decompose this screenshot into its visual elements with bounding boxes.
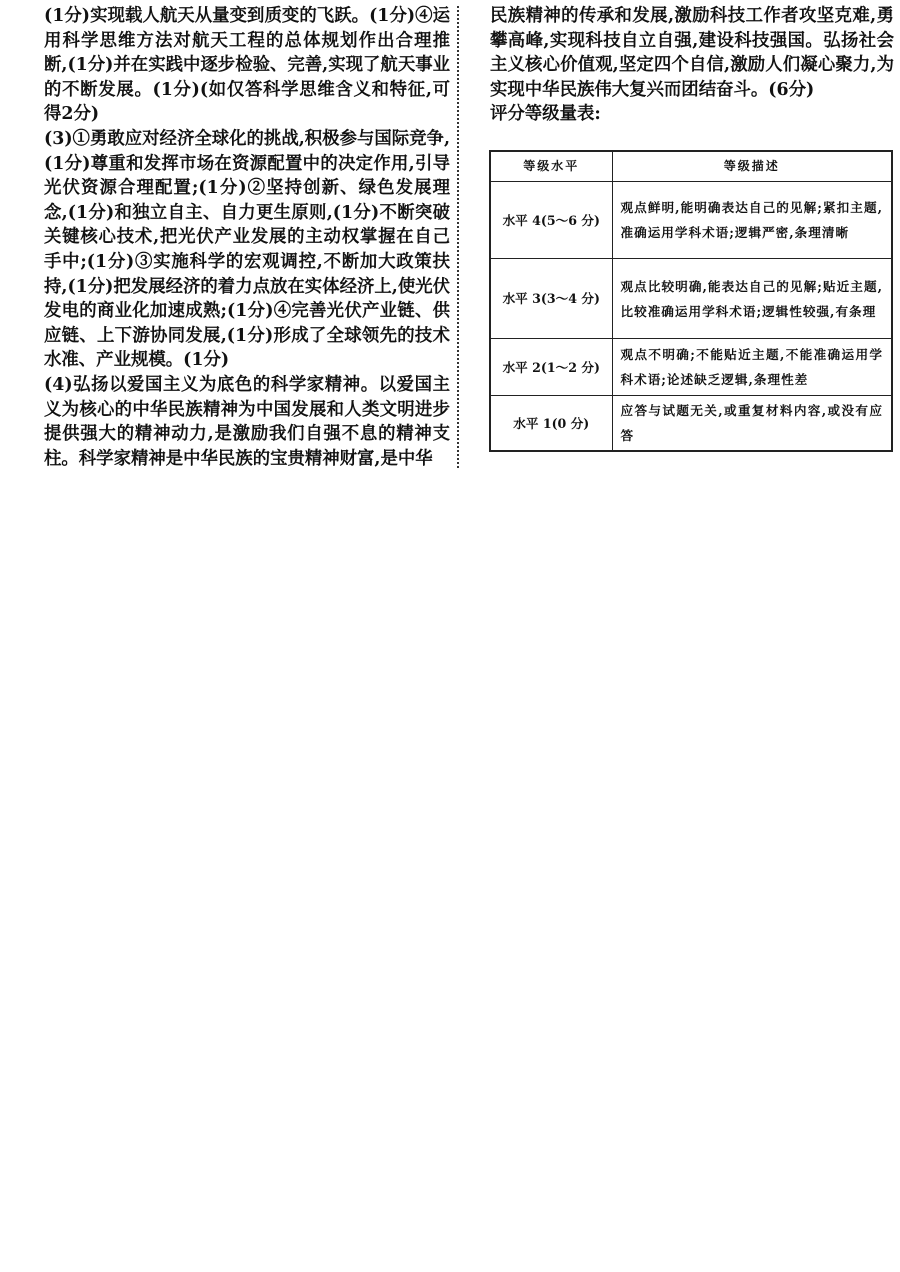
rubric-level: 水平 1(0 分) bbox=[490, 396, 612, 452]
rubric-title: 评分等级量表: bbox=[490, 104, 601, 125]
left-column bbox=[44, 4, 450, 471]
rubric-header-row bbox=[490, 151, 892, 182]
rubric-level: 水平 3(3～4 分) bbox=[490, 259, 612, 339]
rubric-level: 水平 2(1～2 分) bbox=[490, 339, 612, 396]
rubric-header-level: 等级水平 bbox=[490, 151, 612, 182]
right-column bbox=[490, 4, 894, 127]
answer-paragraph-2-continued: (1分)实现载人航天从量变到质变的飞跃。(1分)④运用科学思维方法对航天工程的总体规划作出合理推断,(1分)并在实践中逐步检验、完善,实现了航天事业的不断发展。(1分)(如仅答科学思维含义和特征,可得2分) bbox=[44, 6, 450, 125]
rubric-row bbox=[490, 182, 892, 259]
rubric-desc: 观点比较明确,能表达自己的见解;贴近主题,比较准确运用学科术语;逻辑性较强,有条理 bbox=[612, 259, 892, 339]
rubric-desc: 观点不明确;不能贴近主题,不能准确运用学科术语;论述缺乏逻辑,条理性差 bbox=[612, 339, 892, 396]
column-divider bbox=[457, 6, 459, 468]
answer-paragraph-4-continued: 民族精神的传承和发展,激励科技工作者攻坚克难,勇攀高峰,实现科技自立自强,建设科技强国。弘扬社会主义核心价值观,坚定四个自信,激励人们凝心聚力,为实现中华民族伟大复兴而团结奋斗。(6分) bbox=[490, 6, 894, 100]
rubric-level: 水平 4(5～6 分) bbox=[490, 182, 612, 259]
rubric-row bbox=[490, 339, 892, 396]
answer-paragraph-4: (4)弘扬以爱国主义为底色的科学家精神。以爱国主义为核心的中华民族精神为中国发展和人类文明进步提供强大的精神动力,是激励我们自强不息的精神支柱。科学家精神是中华民族的宝贵精神财富,是中华 bbox=[44, 374, 450, 469]
rubric-row bbox=[490, 396, 892, 452]
rubric-desc: 应答与试题无关,或重复材料内容,或没有应答 bbox=[612, 396, 892, 452]
rubric-table bbox=[489, 150, 893, 452]
answer-paragraph-3: (3)①勇敢应对经济全球化的挑战,积极参与国际竞争,(1分)尊重和发挥市场在资源配置中的决定作用,引导光伏资源合理配置;(1分)②坚持创新、绿色发展理念,(1分)和独立自主、自力更生原则,(1分)不断突破关键核心技术,把光伏产业发展的主动权掌握在自己手中;(1分)③实施科学的宏观调控,不断加大政策扶持,(1分)把发展经济的着力点放在实体经济上,使光伏发电的商业化加速成熟;(1分)④完善光伏产业链、供应链、上下游协同发展,(1分)形成了全球领先的技术水准、产业规模。(1分) bbox=[44, 128, 450, 371]
rubric-row bbox=[490, 259, 892, 339]
rubric-desc: 观点鲜明,能明确表达自己的见解;紧扣主题,准确运用学科术语;逻辑严密,条理清晰 bbox=[612, 182, 892, 259]
rubric-header-desc: 等级描述 bbox=[612, 151, 892, 182]
